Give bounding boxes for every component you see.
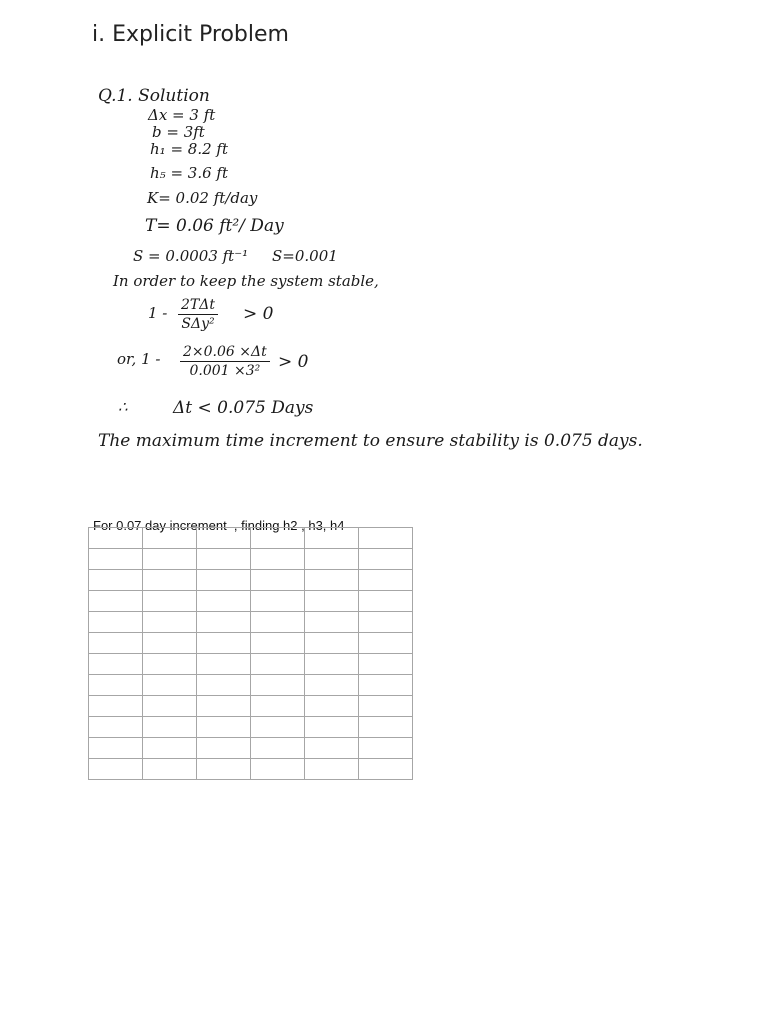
table-cell: [197, 549, 251, 570]
table-cell: [197, 528, 251, 549]
table-cell: [251, 612, 305, 633]
table-cell: [305, 570, 359, 591]
table-cell: [143, 759, 197, 780]
table-cell: [89, 612, 143, 633]
table-cell: [197, 717, 251, 738]
table-cell: [359, 612, 413, 633]
table-cell: [143, 549, 197, 570]
or-suffix: > 0: [278, 352, 309, 372]
table-cell: [89, 717, 143, 738]
given-h5: h₅ = 3.6 ft: [150, 164, 228, 182]
empty-data-table: [88, 527, 413, 780]
table-cell: [251, 654, 305, 675]
table-cell: [143, 591, 197, 612]
table-cell: [197, 759, 251, 780]
table-cell: [89, 528, 143, 549]
condition-suffix: > 0: [243, 304, 274, 324]
table-cell: [251, 738, 305, 759]
section-heading: i. Explicit Problem: [92, 22, 289, 47]
table-cell: [359, 591, 413, 612]
table-row: [89, 528, 413, 549]
given-delta-x: Δx = 3 ft: [148, 106, 216, 124]
table-cell: [359, 570, 413, 591]
table-cell: [305, 738, 359, 759]
table-cell: [251, 591, 305, 612]
table-cell: [143, 633, 197, 654]
or-numerator: 2×0.06 ×Δt: [180, 344, 270, 362]
table-cell: [359, 654, 413, 675]
table-cell: [197, 612, 251, 633]
table-cell: [89, 591, 143, 612]
table-cell: [197, 696, 251, 717]
given-storage-1: S = 0.0003 ft⁻¹: [133, 247, 249, 265]
table-cell: [143, 528, 197, 549]
table-cell: [89, 570, 143, 591]
table-cell: [197, 570, 251, 591]
given-k: K= 0.02 ft/day: [147, 189, 258, 207]
table-cell: [359, 549, 413, 570]
table-cell: [305, 696, 359, 717]
condition-numerator: 2TΔt: [178, 297, 218, 315]
table-row: [89, 675, 413, 696]
table-cell: [359, 633, 413, 654]
table-cell: [251, 759, 305, 780]
table-row: [89, 654, 413, 675]
table-cell: [359, 759, 413, 780]
table-cell: [89, 654, 143, 675]
table-cell: [251, 549, 305, 570]
table-row: [89, 696, 413, 717]
table-cell: [359, 675, 413, 696]
therefore-symbol: ∴: [118, 398, 128, 416]
table-cell: [251, 528, 305, 549]
table-cell: [197, 633, 251, 654]
condition-prefix: 1 -: [148, 304, 168, 322]
stability-intro: In order to keep the system stable,: [113, 272, 379, 290]
table-cell: [359, 696, 413, 717]
given-h1: h₁ = 8.2 ft: [150, 140, 228, 158]
table-cell: [305, 654, 359, 675]
or-denominator: 0.001 ×3²: [189, 363, 261, 379]
table-cell: [251, 696, 305, 717]
given-t: T= 0.06 ft²/ Day: [145, 216, 284, 236]
table-cell: [197, 654, 251, 675]
table-cell: [143, 612, 197, 633]
solution-title: Q.1. Solution: [98, 86, 210, 106]
table-cell: [197, 591, 251, 612]
conclusion: The maximum time increment to ensure stability is 0.075 days.: [98, 431, 643, 451]
table-cell: [197, 675, 251, 696]
table-cell: [143, 654, 197, 675]
given-b: b = 3ft: [152, 123, 205, 141]
table-cell: [305, 612, 359, 633]
table-cell: [143, 738, 197, 759]
table-cell: [89, 696, 143, 717]
table-row: [89, 591, 413, 612]
table-row: [89, 570, 413, 591]
condition-denominator: SΔy²: [181, 316, 215, 332]
or-fraction: [180, 344, 270, 379]
condition-fraction: [178, 297, 218, 332]
table-cell: [89, 675, 143, 696]
table-cell: [143, 717, 197, 738]
table-cell: [359, 528, 413, 549]
table-cell: [359, 738, 413, 759]
table-cell: [359, 717, 413, 738]
table-row: [89, 612, 413, 633]
table-cell: [89, 738, 143, 759]
table-cell: [251, 633, 305, 654]
table-cell: [89, 759, 143, 780]
table-row: [89, 759, 413, 780]
table-caption: For 0.07 day increment , finding h2 , h3, h4: [93, 518, 345, 533]
table-cell: [305, 591, 359, 612]
table-row: [89, 633, 413, 654]
table-cell: [89, 633, 143, 654]
table-cell: [143, 675, 197, 696]
given-storage-2: S=0.001: [272, 247, 338, 265]
table-cell: [305, 759, 359, 780]
table-cell: [251, 570, 305, 591]
table-cell: [89, 549, 143, 570]
table-cell: [197, 738, 251, 759]
table-cell: [251, 675, 305, 696]
or-prefix: or, 1 -: [117, 350, 161, 368]
table-cell: [251, 717, 305, 738]
table-cell: [305, 633, 359, 654]
table-cell: [305, 549, 359, 570]
table-cell: [305, 528, 359, 549]
table-row: [89, 717, 413, 738]
table-row: [89, 738, 413, 759]
result-delta-t: Δt < 0.075 Days: [173, 398, 314, 418]
table-cell: [143, 696, 197, 717]
table-cell: [305, 717, 359, 738]
table-cell: [305, 675, 359, 696]
table-row: [89, 549, 413, 570]
table-cell: [143, 570, 197, 591]
